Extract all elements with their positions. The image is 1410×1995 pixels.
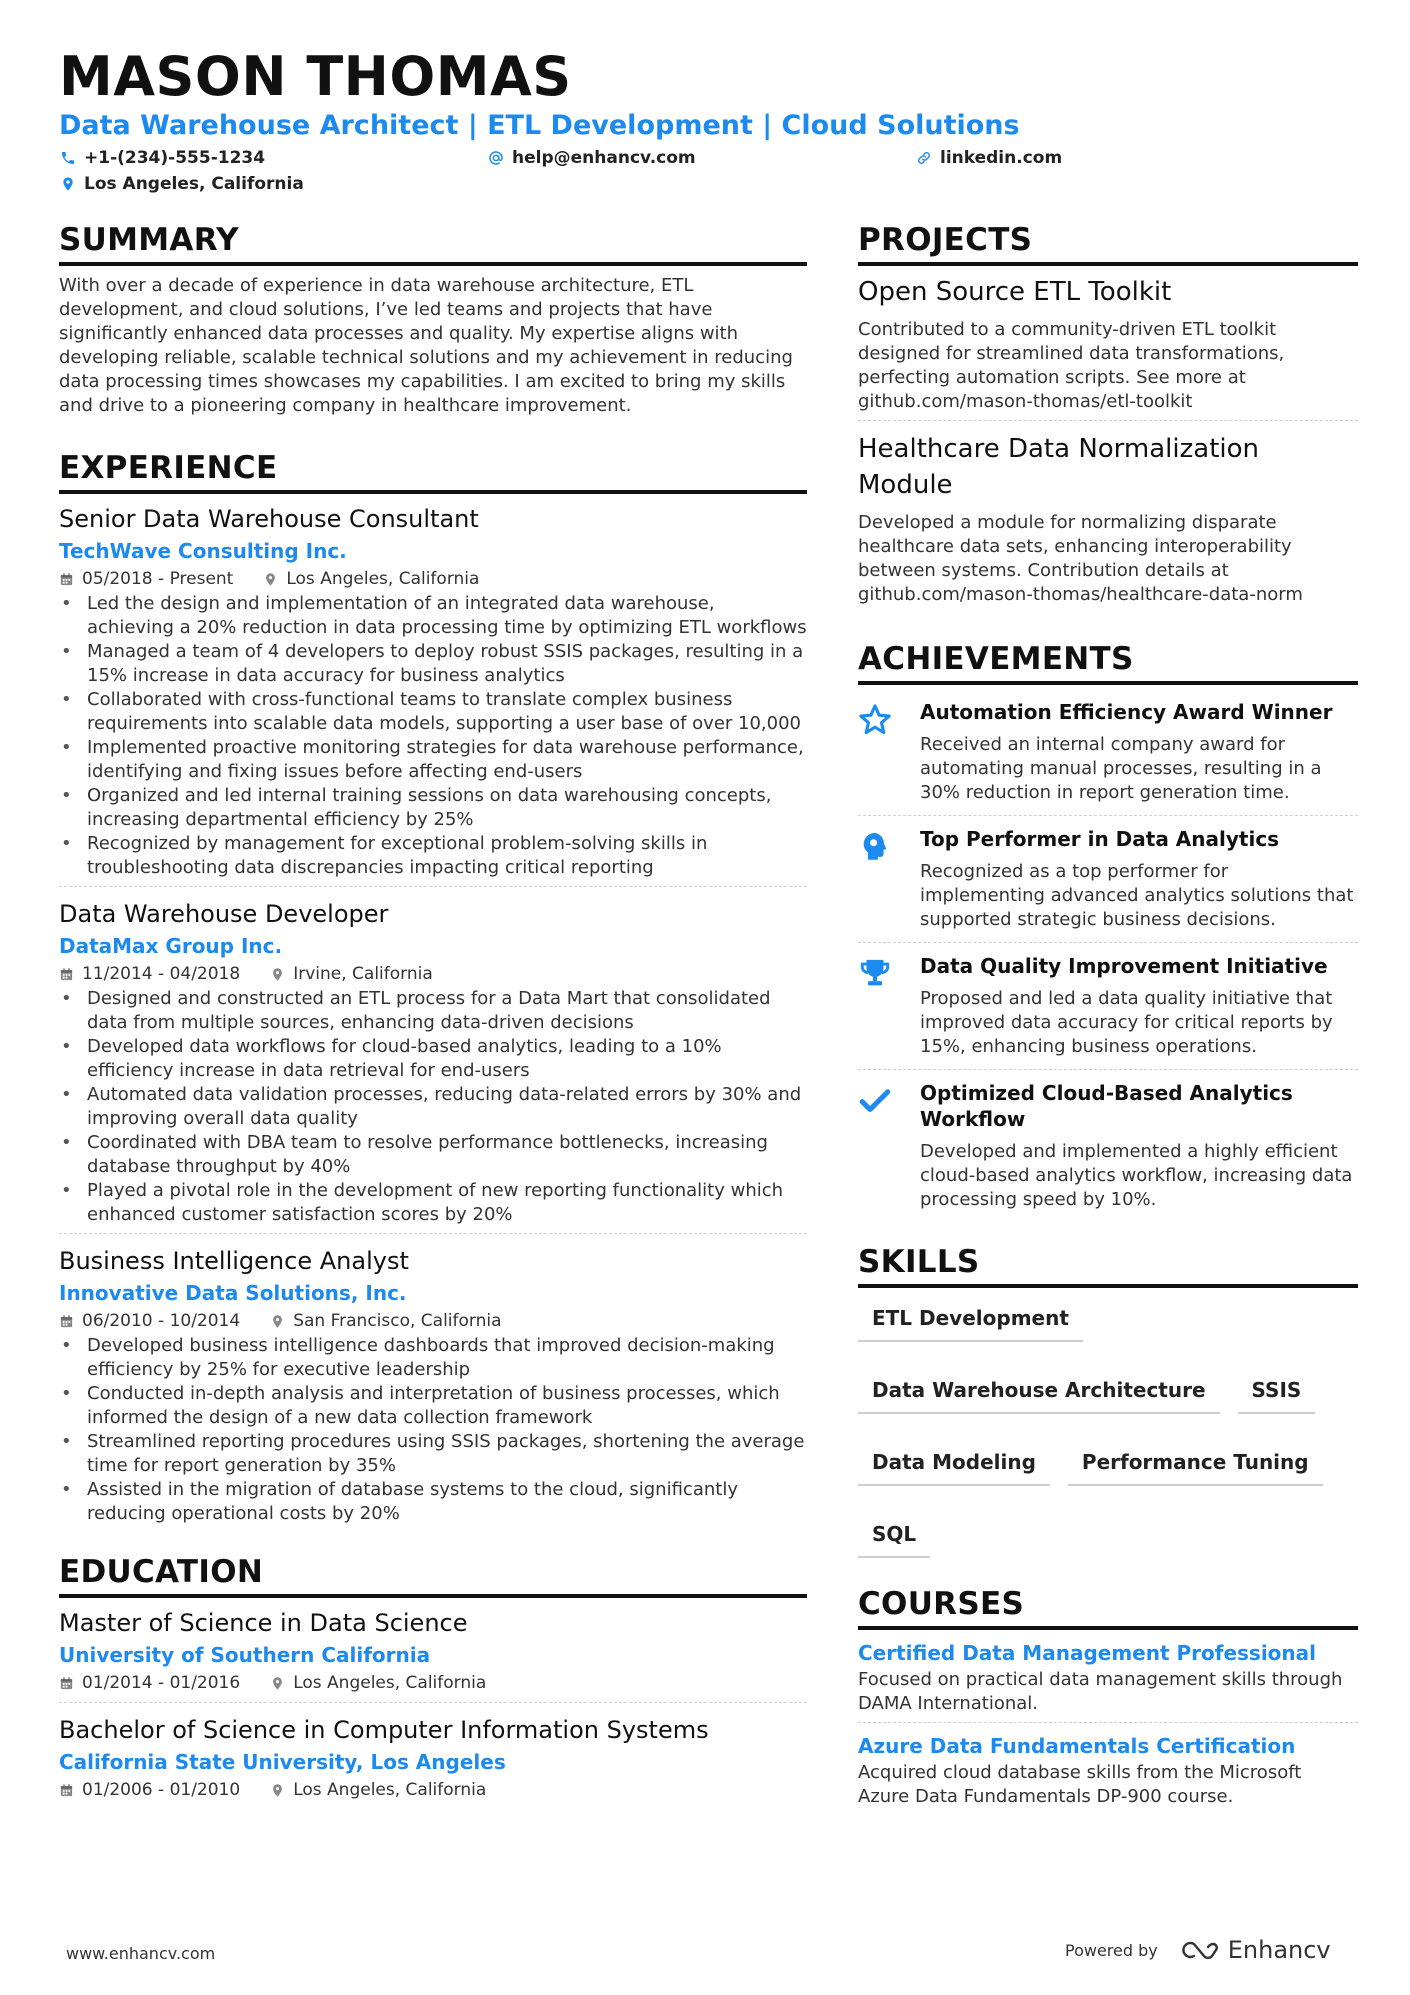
date-range bbox=[59, 1777, 240, 1803]
school-name[interactable]: University of Southern California bbox=[59, 1643, 431, 1667]
achievement-entry bbox=[858, 693, 1358, 816]
location bbox=[270, 961, 433, 987]
enhancv-logo-icon bbox=[1176, 1939, 1220, 1961]
location-text: Los Angeles, California bbox=[84, 174, 304, 194]
achievement-body bbox=[920, 1080, 1358, 1212]
candidate-tagline: Data Warehouse Architect | ETL Development | Cloud Solutions bbox=[59, 110, 1020, 141]
skill-tag: Performance Tuning bbox=[1068, 1446, 1323, 1486]
achievement-entry bbox=[858, 947, 1358, 1070]
course-description: Acquired cloud database skills from the Microsoft Azure Data Fundamentals DP-900 course. bbox=[858, 1762, 1302, 1807]
location-text: Los Angeles, California bbox=[286, 569, 480, 589]
calendar-icon bbox=[59, 967, 74, 982]
location-pin-icon bbox=[270, 1676, 285, 1691]
footer-branding bbox=[1065, 1936, 1331, 1964]
contact-phone bbox=[60, 148, 265, 168]
project-description: Developed a module for normalizing disparate healthcare data sets, enhancing interoperability between systems. Contribution details at github.com/mason-thomas/healthcare-data-norm bbox=[858, 512, 1303, 605]
skill-tag: ETL Development bbox=[858, 1302, 1083, 1342]
experience-list bbox=[59, 502, 807, 1532]
achievement-entry bbox=[858, 820, 1358, 943]
location bbox=[270, 1670, 486, 1696]
location-pin-icon bbox=[60, 176, 76, 192]
date-range bbox=[59, 566, 233, 592]
right-column bbox=[858, 220, 1358, 1835]
check-icon bbox=[858, 1080, 902, 1212]
bullet-item: • Developed business intelligence dashboards that improved decision-making efficiency by 25% for executive leadership bbox=[59, 1334, 807, 1382]
job-title: Data Warehouse Developer bbox=[59, 900, 389, 928]
project-entry bbox=[858, 431, 1358, 613]
location-text: Irvine, California bbox=[293, 964, 433, 984]
skills-section bbox=[858, 1242, 1358, 1558]
location bbox=[270, 1777, 486, 1803]
course-description: Focused on practical data management skills through DAMA International. bbox=[858, 1669, 1343, 1714]
at-icon bbox=[488, 150, 504, 166]
degree-title: Master of Science in Data Science bbox=[59, 1609, 468, 1637]
date-text: 01/2006 - 01/2010 bbox=[82, 1780, 241, 1800]
brand-logo[interactable] bbox=[1176, 1936, 1331, 1964]
courses-section bbox=[858, 1584, 1358, 1815]
date-range bbox=[59, 1308, 240, 1334]
degree-title: Bachelor of Science in Computer Information Systems bbox=[59, 1716, 709, 1744]
achievement-title: Top Performer in Data Analytics bbox=[920, 827, 1280, 851]
star-icon bbox=[858, 699, 902, 805]
school-name[interactable]: California State University, Los Angeles bbox=[59, 1750, 506, 1774]
date-text: 06/2010 - 10/2014 bbox=[82, 1311, 241, 1331]
calendar-icon bbox=[59, 1314, 74, 1329]
trophy-icon bbox=[858, 953, 902, 1059]
experience-heading: EXPERIENCE bbox=[59, 448, 807, 494]
linkedin-link[interactable]: linkedin.com bbox=[940, 148, 1063, 168]
achievement-title: Data Quality Improvement Initiative bbox=[920, 954, 1328, 978]
bullet-item: • Assisted in the migration of database systems to the cloud, significantly reducing operational costs by 20% bbox=[59, 1478, 807, 1526]
location-text: San Francisco, California bbox=[293, 1311, 502, 1331]
date-range bbox=[59, 1670, 240, 1696]
summary-section bbox=[59, 220, 807, 418]
meta-row bbox=[59, 1670, 807, 1696]
achievements-list bbox=[858, 693, 1358, 1222]
footer-website[interactable]: www.enhancv.com bbox=[66, 1944, 216, 1963]
project-title: Open Source ETL Toolkit bbox=[858, 277, 1172, 307]
calendar-icon bbox=[59, 1676, 74, 1691]
job-title: Senior Data Warehouse Consultant bbox=[59, 505, 479, 533]
bullet-item: • Implemented proactive monitoring strategies for data warehouse performance, identifying and fixing issues before affecting end-users bbox=[59, 736, 807, 784]
location bbox=[263, 566, 479, 592]
education-list bbox=[59, 1606, 807, 1809]
education-heading: EDUCATION bbox=[59, 1552, 807, 1598]
skill-tag: SQL bbox=[858, 1518, 930, 1558]
date-text: 11/2014 - 04/2018 bbox=[82, 964, 241, 984]
bullet-item: • Conducted in-depth analysis and interpretation of business processes, which informed the design of a new data collection framework bbox=[59, 1382, 807, 1430]
location-pin-icon bbox=[270, 967, 285, 982]
course-title[interactable]: Certified Data Management Professional bbox=[858, 1641, 1317, 1665]
brand-name: Enhancv bbox=[1227, 1936, 1331, 1964]
summary-heading: SUMMARY bbox=[59, 220, 807, 266]
bullet-item: • Managed a team of 4 developers to deploy robust SSIS packages, resulting in a 15% increase in data accuracy for business analytics bbox=[59, 640, 807, 688]
calendar-icon bbox=[59, 1783, 74, 1798]
achievement-title: Automation Efficiency Award Winner bbox=[920, 700, 1333, 724]
location bbox=[270, 1308, 501, 1334]
contact-email bbox=[488, 148, 696, 168]
achievement-body bbox=[920, 953, 1358, 1059]
course-title[interactable]: Azure Data Fundamentals Certification bbox=[858, 1734, 1296, 1758]
achievements-heading: ACHIEVEMENTS bbox=[858, 639, 1358, 685]
projects-heading: PROJECTS bbox=[858, 220, 1358, 266]
achievement-description: Proposed and led a data quality initiative that improved data accuracy for critical reports by 15%, enhancing business operations. bbox=[920, 988, 1333, 1057]
education-entry bbox=[59, 1713, 807, 1809]
education-section bbox=[59, 1552, 807, 1809]
experience-entry bbox=[59, 1244, 807, 1532]
course-entry bbox=[858, 1638, 1358, 1723]
achievement-body bbox=[920, 826, 1358, 932]
skill-tag: SSIS bbox=[1238, 1374, 1316, 1414]
skill-tag: Data Modeling bbox=[858, 1446, 1050, 1486]
link-icon bbox=[916, 150, 932, 166]
project-entry bbox=[858, 274, 1358, 421]
bullet-item: • Coordinated with DBA team to resolve performance bottlenecks, increasing database throughput by 40% bbox=[59, 1131, 807, 1179]
date-text: 05/2018 - Present bbox=[82, 569, 234, 589]
achievement-entry bbox=[858, 1074, 1358, 1222]
bullet-item: • Led the design and implementation of an integrated data warehouse, achieving a 20% reduction in data processing time by optimizing ETL workflows bbox=[59, 592, 807, 640]
date-text: 01/2014 - 01/2016 bbox=[82, 1673, 241, 1693]
phone-icon bbox=[60, 150, 76, 166]
bullet-item: • Played a pivotal role in the development of new reporting functionality which enhanced customer satisfaction scores by 20% bbox=[59, 1179, 807, 1227]
candidate-name: MASON THOMAS bbox=[59, 45, 572, 108]
location-text: Los Angeles, California bbox=[293, 1673, 487, 1693]
course-entry bbox=[858, 1731, 1358, 1815]
achievement-bullets bbox=[59, 592, 807, 880]
company-name[interactable]: Innovative Data Solutions, Inc. bbox=[59, 1281, 407, 1305]
achievement-bullets bbox=[59, 1334, 807, 1526]
project-description: Contributed to a community-driven ETL toolkit designed for streamlined data transformations, perfecting automation scripts. See more at github.com/mason-thomas/etl-toolkit bbox=[858, 319, 1285, 412]
meta-row bbox=[59, 1777, 807, 1803]
bullet-item: • Developed data workflows for cloud-based analytics, leading to a 10% efficiency increase in data retrieval for end-users bbox=[59, 1035, 807, 1083]
achievement-bullets bbox=[59, 987, 807, 1227]
courses-heading: COURSES bbox=[858, 1584, 1358, 1630]
projects-list bbox=[858, 274, 1358, 613]
summary-text: With over a decade of experience in data warehouse architecture, ETL development, and cloud solutions, I’ve led teams and projects that have significantly enhanced data processes and quality. My expertise aligns with developing reliable, scalable technical solutions and my achievement in reducing data processing times showcases my capabilities. I am excited to bring my skills and drive to a pioneering company in healthcare improvement. bbox=[59, 275, 793, 416]
skill-tag: Data Warehouse Architecture bbox=[858, 1374, 1220, 1414]
meta-row bbox=[59, 566, 807, 592]
bullet-item: • Designed and constructed an ETL process for a Data Mart that consolidated data from multiple sources, enhancing data-driven decisions bbox=[59, 987, 807, 1035]
calendar-icon bbox=[59, 572, 74, 587]
education-entry bbox=[59, 1606, 807, 1703]
job-title: Business Intelligence Analyst bbox=[59, 1247, 409, 1275]
bullet-item: • Recognized by management for exceptional problem-solving skills in troubleshooting data discrepancies impacting critical reporting bbox=[59, 832, 807, 880]
date-range bbox=[59, 961, 240, 987]
contact-location bbox=[60, 174, 304, 194]
location-pin-icon bbox=[270, 1783, 285, 1798]
achievement-body bbox=[920, 699, 1358, 805]
achievement-title: Optimized Cloud-Based Analytics Workflow bbox=[920, 1081, 1293, 1131]
bullet-item: • Streamlined reporting procedures using SSIS packages, shortening the average time for report generation by 35% bbox=[59, 1430, 807, 1478]
experience-entry bbox=[59, 502, 807, 887]
meta-row bbox=[59, 961, 807, 987]
contact-linkedin bbox=[916, 148, 1062, 168]
left-column bbox=[59, 220, 807, 1829]
experience-section bbox=[59, 448, 807, 1532]
achievements-section bbox=[858, 639, 1358, 1222]
company-name[interactable]: DataMax Group Inc. bbox=[59, 934, 283, 958]
bullet-item: • Organized and led internal training sessions on data warehousing concepts, increasing departmental efficiency by 25% bbox=[59, 784, 807, 832]
email-link[interactable]: help@enhancv.com bbox=[512, 148, 696, 168]
project-title: Healthcare Data Normalization Module bbox=[858, 434, 1260, 500]
head-icon bbox=[858, 826, 902, 932]
location-pin-icon bbox=[270, 1314, 285, 1329]
phone-text: +1-(234)-555-1234 bbox=[84, 148, 266, 168]
meta-row bbox=[59, 1308, 807, 1334]
experience-entry bbox=[59, 897, 807, 1234]
courses-list bbox=[858, 1638, 1358, 1815]
projects-section bbox=[858, 220, 1358, 613]
achievement-description: Recognized as a top performer for implementing advanced analytics solutions that supported strategic business decisions. bbox=[920, 861, 1354, 930]
skills-list bbox=[858, 1296, 1358, 1558]
achievement-description: Received an internal company award for automating manual processes, resulting in a 30% reduction in report generation time. bbox=[920, 734, 1322, 803]
location-pin-icon bbox=[263, 572, 278, 587]
bullet-item: • Collaborated with cross-functional teams to translate complex business requirements into scalable data models, supporting a user base of over 10,000 bbox=[59, 688, 807, 736]
achievement-description: Developed and implemented a highly efficient cloud-based analytics workflow, increasing data processing speed by 10%. bbox=[920, 1141, 1353, 1210]
company-name[interactable]: TechWave Consulting Inc. bbox=[59, 539, 347, 563]
bullet-item: • Automated data validation processes, reducing data-related errors by 30% and improving overall data quality bbox=[59, 1083, 807, 1131]
skills-heading: SKILLS bbox=[858, 1242, 1358, 1288]
powered-by-label: Powered by bbox=[1065, 1940, 1158, 1960]
location-text: Los Angeles, California bbox=[293, 1780, 487, 1800]
